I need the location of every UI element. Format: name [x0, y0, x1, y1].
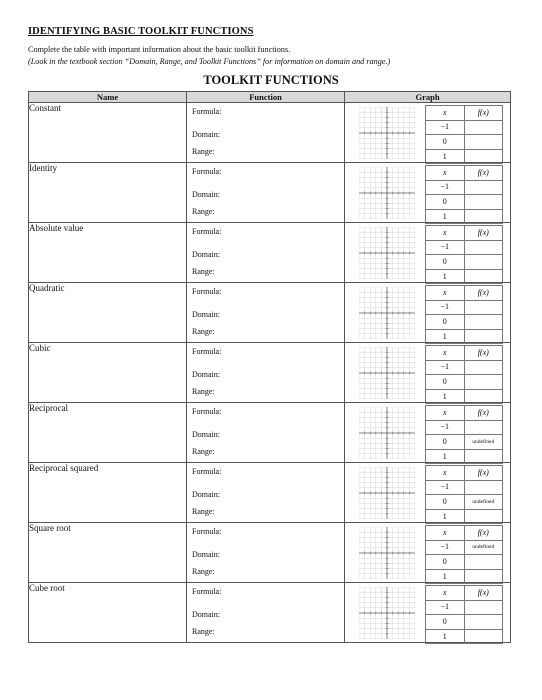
function-cell[interactable] [187, 103, 345, 163]
graph-cell[interactable] [345, 463, 511, 523]
x-value: 1 [426, 629, 465, 644]
coordinate-grid [359, 167, 415, 219]
graph-cell[interactable] [345, 583, 511, 643]
graph-cell[interactable] [345, 343, 511, 403]
function-cell[interactable] [187, 163, 345, 223]
value-table [425, 345, 503, 404]
header-name: Name [29, 92, 187, 103]
x-value: −1 [426, 420, 465, 435]
formula-label: Formula: [192, 467, 222, 476]
graph-cell[interactable] [345, 103, 511, 163]
fx-header: f(x) [464, 286, 503, 301]
function-cell[interactable] [187, 403, 345, 463]
x-header: x [426, 586, 465, 601]
range-label: Range: [192, 567, 215, 576]
fx-value[interactable] [464, 629, 503, 644]
domain-label: Domain: [192, 490, 220, 499]
x-value: −1 [426, 480, 465, 495]
fx-value[interactable]: undefined [464, 495, 503, 510]
fx-value[interactable] [464, 555, 503, 570]
domain-label: Domain: [192, 550, 220, 559]
range-label: Range: [192, 387, 215, 396]
coordinate-grid [359, 467, 415, 519]
x-value: −1 [426, 180, 465, 195]
formula-label: Formula: [192, 527, 222, 536]
function-name: Constant [29, 103, 187, 163]
x-value: 0 [426, 315, 465, 330]
fx-value[interactable]: undefined [464, 435, 503, 450]
range-label: Range: [192, 207, 215, 216]
domain-label: Domain: [192, 130, 220, 139]
x-value: 1 [426, 209, 465, 224]
x-header: x [426, 166, 465, 181]
table-row [29, 583, 511, 643]
value-table [425, 285, 503, 344]
coordinate-grid [359, 407, 415, 459]
function-name: Quadratic [29, 283, 187, 343]
x-header: x [426, 226, 465, 241]
x-header: x [426, 406, 465, 421]
fx-header: f(x) [464, 106, 503, 121]
domain-label: Domain: [192, 610, 220, 619]
graph-cell[interactable] [345, 223, 511, 283]
fx-header: f(x) [464, 346, 503, 361]
instruction-note: (Look in the textbook section “Domain, Range, and Toolkit Functions” for information on domain and range.) [28, 57, 391, 66]
table-row [29, 343, 511, 403]
fx-value[interactable] [464, 300, 503, 315]
fx-header: f(x) [464, 586, 503, 601]
fx-header: f(x) [464, 526, 503, 541]
coordinate-grid [359, 587, 415, 639]
x-value: 1 [426, 149, 465, 164]
domain-label: Domain: [192, 370, 220, 379]
x-value: 1 [426, 269, 465, 284]
value-table [425, 225, 503, 284]
function-name: Cube root [29, 583, 187, 643]
domain-label: Domain: [192, 430, 220, 439]
function-name: Reciprocal [29, 403, 187, 463]
fx-value[interactable] [464, 195, 503, 210]
fx-value[interactable] [464, 315, 503, 330]
range-label: Range: [192, 507, 215, 516]
function-name: Identity [29, 163, 187, 223]
formula-label: Formula: [192, 287, 222, 296]
function-cell[interactable] [187, 283, 345, 343]
fx-value[interactable] [464, 120, 503, 135]
value-table [425, 465, 503, 524]
table-title: TOOLKIT FUNCTIONS [203, 73, 339, 87]
function-cell[interactable] [187, 463, 345, 523]
formula-label: Formula: [192, 347, 222, 356]
function-cell[interactable] [187, 343, 345, 403]
domain-label: Domain: [192, 310, 220, 319]
table-header-row [29, 92, 511, 103]
function-name: Absolute value [29, 223, 187, 283]
fx-value[interactable] [464, 480, 503, 495]
table-row [29, 463, 511, 523]
x-value: 1 [426, 389, 465, 404]
table-row [29, 163, 511, 223]
x-value: 0 [426, 495, 465, 510]
range-label: Range: [192, 447, 215, 456]
x-header: x [426, 526, 465, 541]
table-row [29, 523, 511, 583]
formula-label: Formula: [192, 227, 222, 236]
formula-label: Formula: [192, 167, 222, 176]
function-name: Square root [29, 523, 187, 583]
domain-label: Domain: [192, 190, 220, 199]
x-header: x [426, 346, 465, 361]
x-value: 0 [426, 375, 465, 390]
x-value: 1 [426, 329, 465, 344]
x-value: −1 [426, 360, 465, 375]
range-label: Range: [192, 327, 215, 336]
coordinate-grid [359, 107, 415, 159]
fx-value[interactable] [464, 255, 503, 270]
instruction-text: Complete the table with important information about the basic toolkit functions. [28, 45, 291, 54]
x-value: 0 [426, 555, 465, 570]
range-label: Range: [192, 147, 215, 156]
x-value: 0 [426, 195, 465, 210]
x-value: 1 [426, 449, 465, 464]
range-label: Range: [192, 627, 215, 636]
formula-label: Formula: [192, 107, 222, 116]
x-value: −1 [426, 600, 465, 615]
fx-value[interactable] [464, 375, 503, 390]
fx-value[interactable] [464, 180, 503, 195]
graph-cell[interactable] [345, 283, 511, 343]
x-value: 0 [426, 435, 465, 450]
fx-value[interactable] [464, 360, 503, 375]
graph-cell[interactable] [345, 163, 511, 223]
x-value: 0 [426, 255, 465, 270]
worksheet-title: IDENTIFYING BASIC TOOLKIT FUNCTIONS [28, 26, 254, 37]
x-value: 1 [426, 509, 465, 524]
value-table [425, 585, 503, 644]
coordinate-grid [359, 347, 415, 399]
domain-label: Domain: [192, 250, 220, 259]
graph-cell[interactable] [345, 523, 511, 583]
x-value: 0 [426, 135, 465, 150]
toolkit-table [28, 91, 511, 643]
value-table [425, 525, 503, 584]
value-table [425, 405, 503, 464]
fx-value[interactable]: undefined [464, 540, 503, 555]
coordinate-grid [359, 527, 415, 579]
fx-value[interactable] [464, 135, 503, 150]
x-value: −1 [426, 240, 465, 255]
graph-cell[interactable] [345, 403, 511, 463]
x-value: −1 [426, 540, 465, 555]
fx-value[interactable] [464, 420, 503, 435]
x-value: −1 [426, 120, 465, 135]
table-row [29, 223, 511, 283]
x-header: x [426, 286, 465, 301]
function-cell[interactable] [187, 223, 345, 283]
fx-header: f(x) [464, 166, 503, 181]
function-name: Reciprocal squared [29, 463, 187, 523]
coordinate-grid [359, 287, 415, 339]
x-value: −1 [426, 300, 465, 315]
range-label: Range: [192, 267, 215, 276]
table-row [29, 283, 511, 343]
header-graph: Graph [345, 92, 511, 103]
x-value: 0 [426, 615, 465, 630]
header-function: Function [187, 92, 345, 103]
table-row [29, 103, 511, 163]
fx-header: f(x) [464, 406, 503, 421]
value-table [425, 165, 503, 224]
x-value: 1 [426, 569, 465, 584]
formula-label: Formula: [192, 407, 222, 416]
x-header: x [426, 466, 465, 481]
fx-value[interactable] [464, 600, 503, 615]
fx-value[interactable] [464, 240, 503, 255]
fx-value[interactable] [464, 615, 503, 630]
function-cell[interactable] [187, 523, 345, 583]
fx-header: f(x) [464, 226, 503, 241]
formula-label: Formula: [192, 587, 222, 596]
fx-header: f(x) [464, 466, 503, 481]
table-row [29, 403, 511, 463]
x-header: x [426, 106, 465, 121]
value-table [425, 105, 503, 164]
function-cell[interactable] [187, 583, 345, 643]
function-name: Cubic [29, 343, 187, 403]
coordinate-grid [359, 227, 415, 279]
